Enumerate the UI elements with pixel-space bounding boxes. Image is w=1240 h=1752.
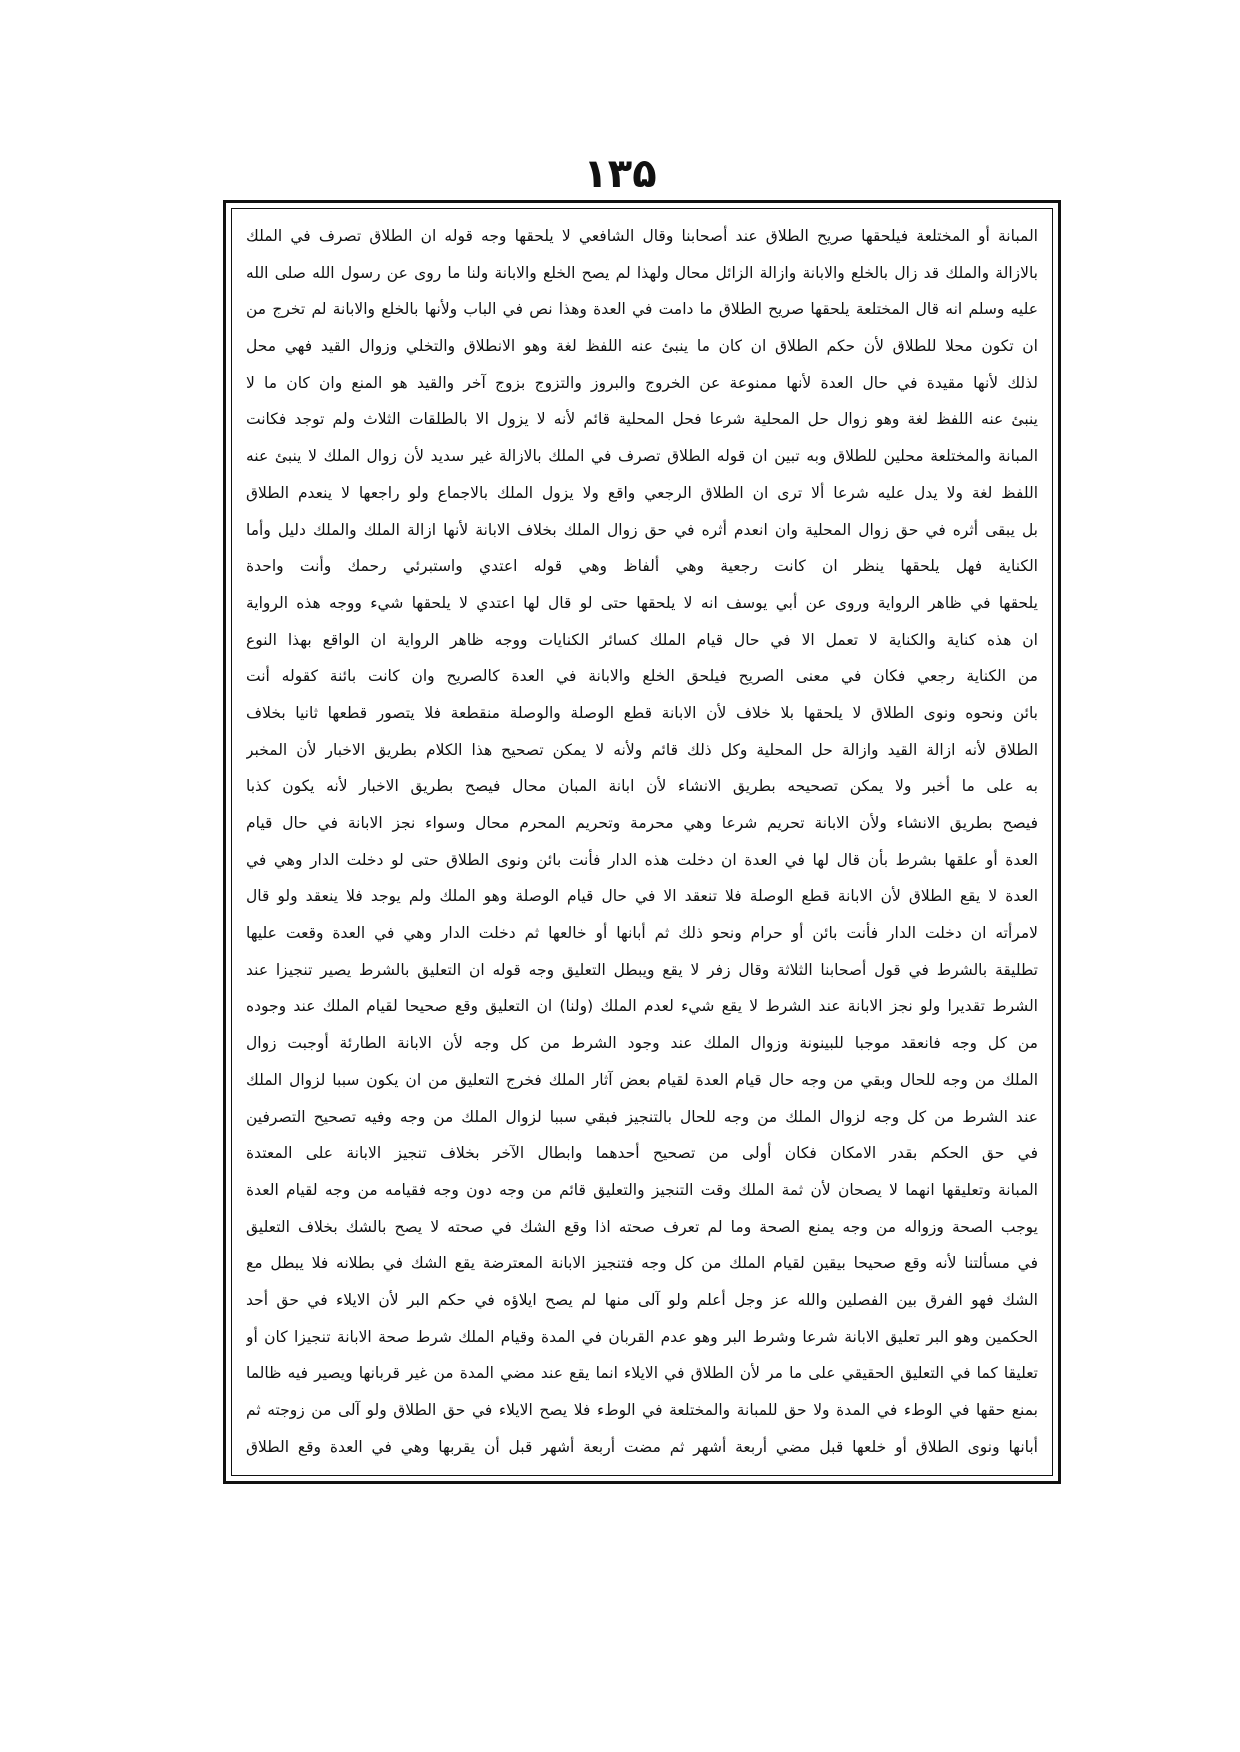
text-line: من كل وجه فانعقد موجبا للبينونة وزوال الملك عند وجود الشرط من كل وجه لأن الابانة الطارئة أوجبت زوال: [246, 1034, 1038, 1053]
text-line: الشك فهو الفرق بين الفصلين والله عز وجل أعلم ولو آلى منها لم يصح ايلاؤه في حكم البر لأن الايلاء في حق أحد: [246, 1290, 1038, 1309]
text-line: فيصح بطريق الانشاء ولأن الابانة تحريم شرعا وهي محرمة وتحريم المحرم محال وسواء نجز الابانة في حال قيام: [246, 814, 1038, 832]
text-line: المبانة أو المختلعة فيلحقها صريح الطلاق عند أصحابنا وقال الشافعي لا يلحقها وجه قوله ان الطلاق تصرف في الملك: [246, 227, 1038, 245]
text-line: الملك من وجه للحال وبقي من وجه حال قيام العدة لقيام بعض آثار الملك فخرج التعليق من ان يكون سببا لزوال الملك: [246, 1070, 1038, 1089]
text-line: في مسألتنا لأنه وقع صحيحا بيقين لقيام الملك من كل وجه فتنجيز الابانة المعترضة يقع الشك في بطلانه فلا يبطل مع: [246, 1254, 1038, 1273]
text-line: الحكمين وهو البر تعليق الابانة شرعا وشرط البر وهو عدم القربان في المدة وقيام الملك شرط صحة الابانة تنجيزا كان أو: [246, 1327, 1038, 1346]
text-line: في حق الحكم بقدر الامكان فكان أولى من تصحيح أحدهما وابطال الآخر بخلاف تنجيز الابانة على المعتدة: [246, 1144, 1038, 1163]
text-line: عليه وسلم انه قال المختلعة يلحقها صريح الطلاق ما دامت في العدة وهذا نص في الباب ولأنها بالخلع والابانة لم تخرج من: [246, 300, 1038, 319]
text-line: بمنع حقها في الوطء في المدة ولا حق للمبانة والمختلعة في الوطء فلا يصح الايلاء في حق الطلاق ولو آلى من زوجته ثم: [246, 1401, 1038, 1419]
text-line: المبانة وتعليقها انهما لا يصحان لأن ثمة الملك وقت التنجيز والتعليق قائم من وجه دون وجه فقيامه من وجه لقيام العدة: [246, 1180, 1038, 1199]
text-line: المبانة والمختلعة محلين للطلاق وبه تبين ان قوله الطلاق تصرف في الملك بالازالة غير سديد لأن زوال الملك لا ينبئ عنه: [246, 447, 1038, 466]
text-line: تعليقا كما في التعليق الحقيقي على ما مر لأن الطلاق في الايلاء انما يقع عند مضي المدة من غير قربانها ويصير فيه ظالما: [246, 1364, 1038, 1383]
text-line: العدة لا يقع الطلاق لأن الابانة قطع الوصلة فلا تنعقد الا في حال قيام الوصلة وهو الملك ولم يوجد فلا ينعقد ولو قال: [246, 887, 1038, 906]
page-number: ۱۳۵: [583, 151, 657, 197]
body-text: [246, 218, 1038, 1468]
text-line: بل يبقى أثره في حق زوال المحلية وان انعدم أثره في حق زوال الملك بخلاف الابانة لأنها ازالة الملك والملك دليل وأما: [246, 520, 1038, 539]
text-line: أبانها ونوى الطلاق أو خلعها قبل مضي أربعة أشهر ثم مضت أربعة أشهر قبل أن يقربها وهي في العدة وقع الطلاق: [246, 1437, 1038, 1456]
text-line: ان تكون محلا للطلاق لأن حكم الطلاق ان كان ما ينبئ عنه اللفظ لغة وهو الانطلاق والتخلي وزوال القيد فهي محل: [246, 337, 1038, 356]
text-line: من الكناية رجعي فكان في معنى الصريح فيلحق الخلع والابانة في العدة كالصريح وان كانت بائنة كقوله أنت: [246, 667, 1038, 686]
text-line: ينبئ عنه اللفظ لغة وهو زوال حل المحلية شرعا فحل المحلية قائم لأنه لا يزول الا بالطلقات الثلاث ولم توجد فكانت: [246, 410, 1038, 429]
text-line: ان هذه كناية والكناية لا تعمل الا في حال قيام الملك كسائر الكنايات ووجه ظاهر الرواية ان الواقع بهذا النوع: [246, 630, 1038, 649]
text-line: لامرأته ان دخلت الدار فأنت بائن أو حرام ونحو ذلك ثم أبانها أو خالعها ثم دخلت الدار وهي في العدة وقعت عليها: [246, 924, 1038, 943]
text-line: بالازالة والملك قد زال بالخلع والابانة وازالة الزائل محال ولهذا لم يصح الخلع والابانة ولنا ما روى عن رسول الله صلى الله: [246, 263, 1038, 282]
text-line: به على ما أخبر ولا يمكن تصحيحه بطريق الانشاء لأن ابانة المبان محال فيصح بطريق الاخبار لأنه يكون كذبا: [246, 777, 1038, 796]
text-line: بائن ونحوه ونوى الطلاق لا يلحقها بلا خلاف لأن الابانة قطع الوصلة والوصلة منقطعة فلا يتصور قطعها ثانيا بخلاف: [246, 703, 1038, 722]
text-line: العدة أو علقها بشرط بأن قال لها في العدة ان دخلت هذه الدار فأنت بائن ونوى الطلاق حتى لو دخلت الدار وهي في: [246, 850, 1038, 869]
text-line: يلحقها في ظاهر الرواية وروى عن أبي يوسف انه لا يلحقها حتى لو قال لها اعتدي لا يلحقها شيء ووجه هذه الرواية: [246, 593, 1038, 612]
text-line: الشرط تقديرا ولو نجز الابانة عند الشرط لا يقع شيء لعدم الملك (ولنا) ان التعليق وقع صحيحا لقيام الملك عند وجوده: [246, 997, 1038, 1016]
text-line: الطلاق لأنه ازالة القيد وازالة حل المحلية وكل ذلك قائم ولأنه لا يمكن تصحيح هذا الكلام بطريق الاخبار لأن المخبر: [246, 740, 1038, 759]
text-line: لذلك لأنها مقيدة في حال العدة لأنها ممنوعة عن الخروج والبروز والتزوج بزوج آخر والقيد هو المنع وان كان ما لا: [246, 373, 1038, 392]
text-line: عند الشرط من كل وجه لزوال الملك من وجه للحال بالتنجيز فبقي سببا لزوال الملك من وجه وفيه تصحيح التصرفين: [246, 1107, 1038, 1126]
text-line: اللفظ لغة ولا يدل عليه شرعا ألا ترى ان الطلاق الرجعي واقع ولا يزول الملك بالاجماع ولو راجعها لا ينعدم الطلاق: [246, 483, 1038, 502]
text-line: تطليقة بالشرط في قول أصحابنا الثلاثة وقال زفر لا يقع ويبطل التعليق وجه قوله ان التعليق بالشرط يصير تنجيزا عند: [246, 960, 1038, 979]
text-line: الكناية فهل يلحقها ينظر ان كانت رجعية وهي ألفاظ وهي قوله اعتدي واستبرئي رحمك وأنت واحدة: [246, 557, 1038, 576]
text-line: يوجب الصحة وزواله من وجه يمنع الصحة وما لم تعرف صحته اذا وقع الشك في صحته لا يصح بالشك بخلاف التعليق: [246, 1217, 1038, 1236]
